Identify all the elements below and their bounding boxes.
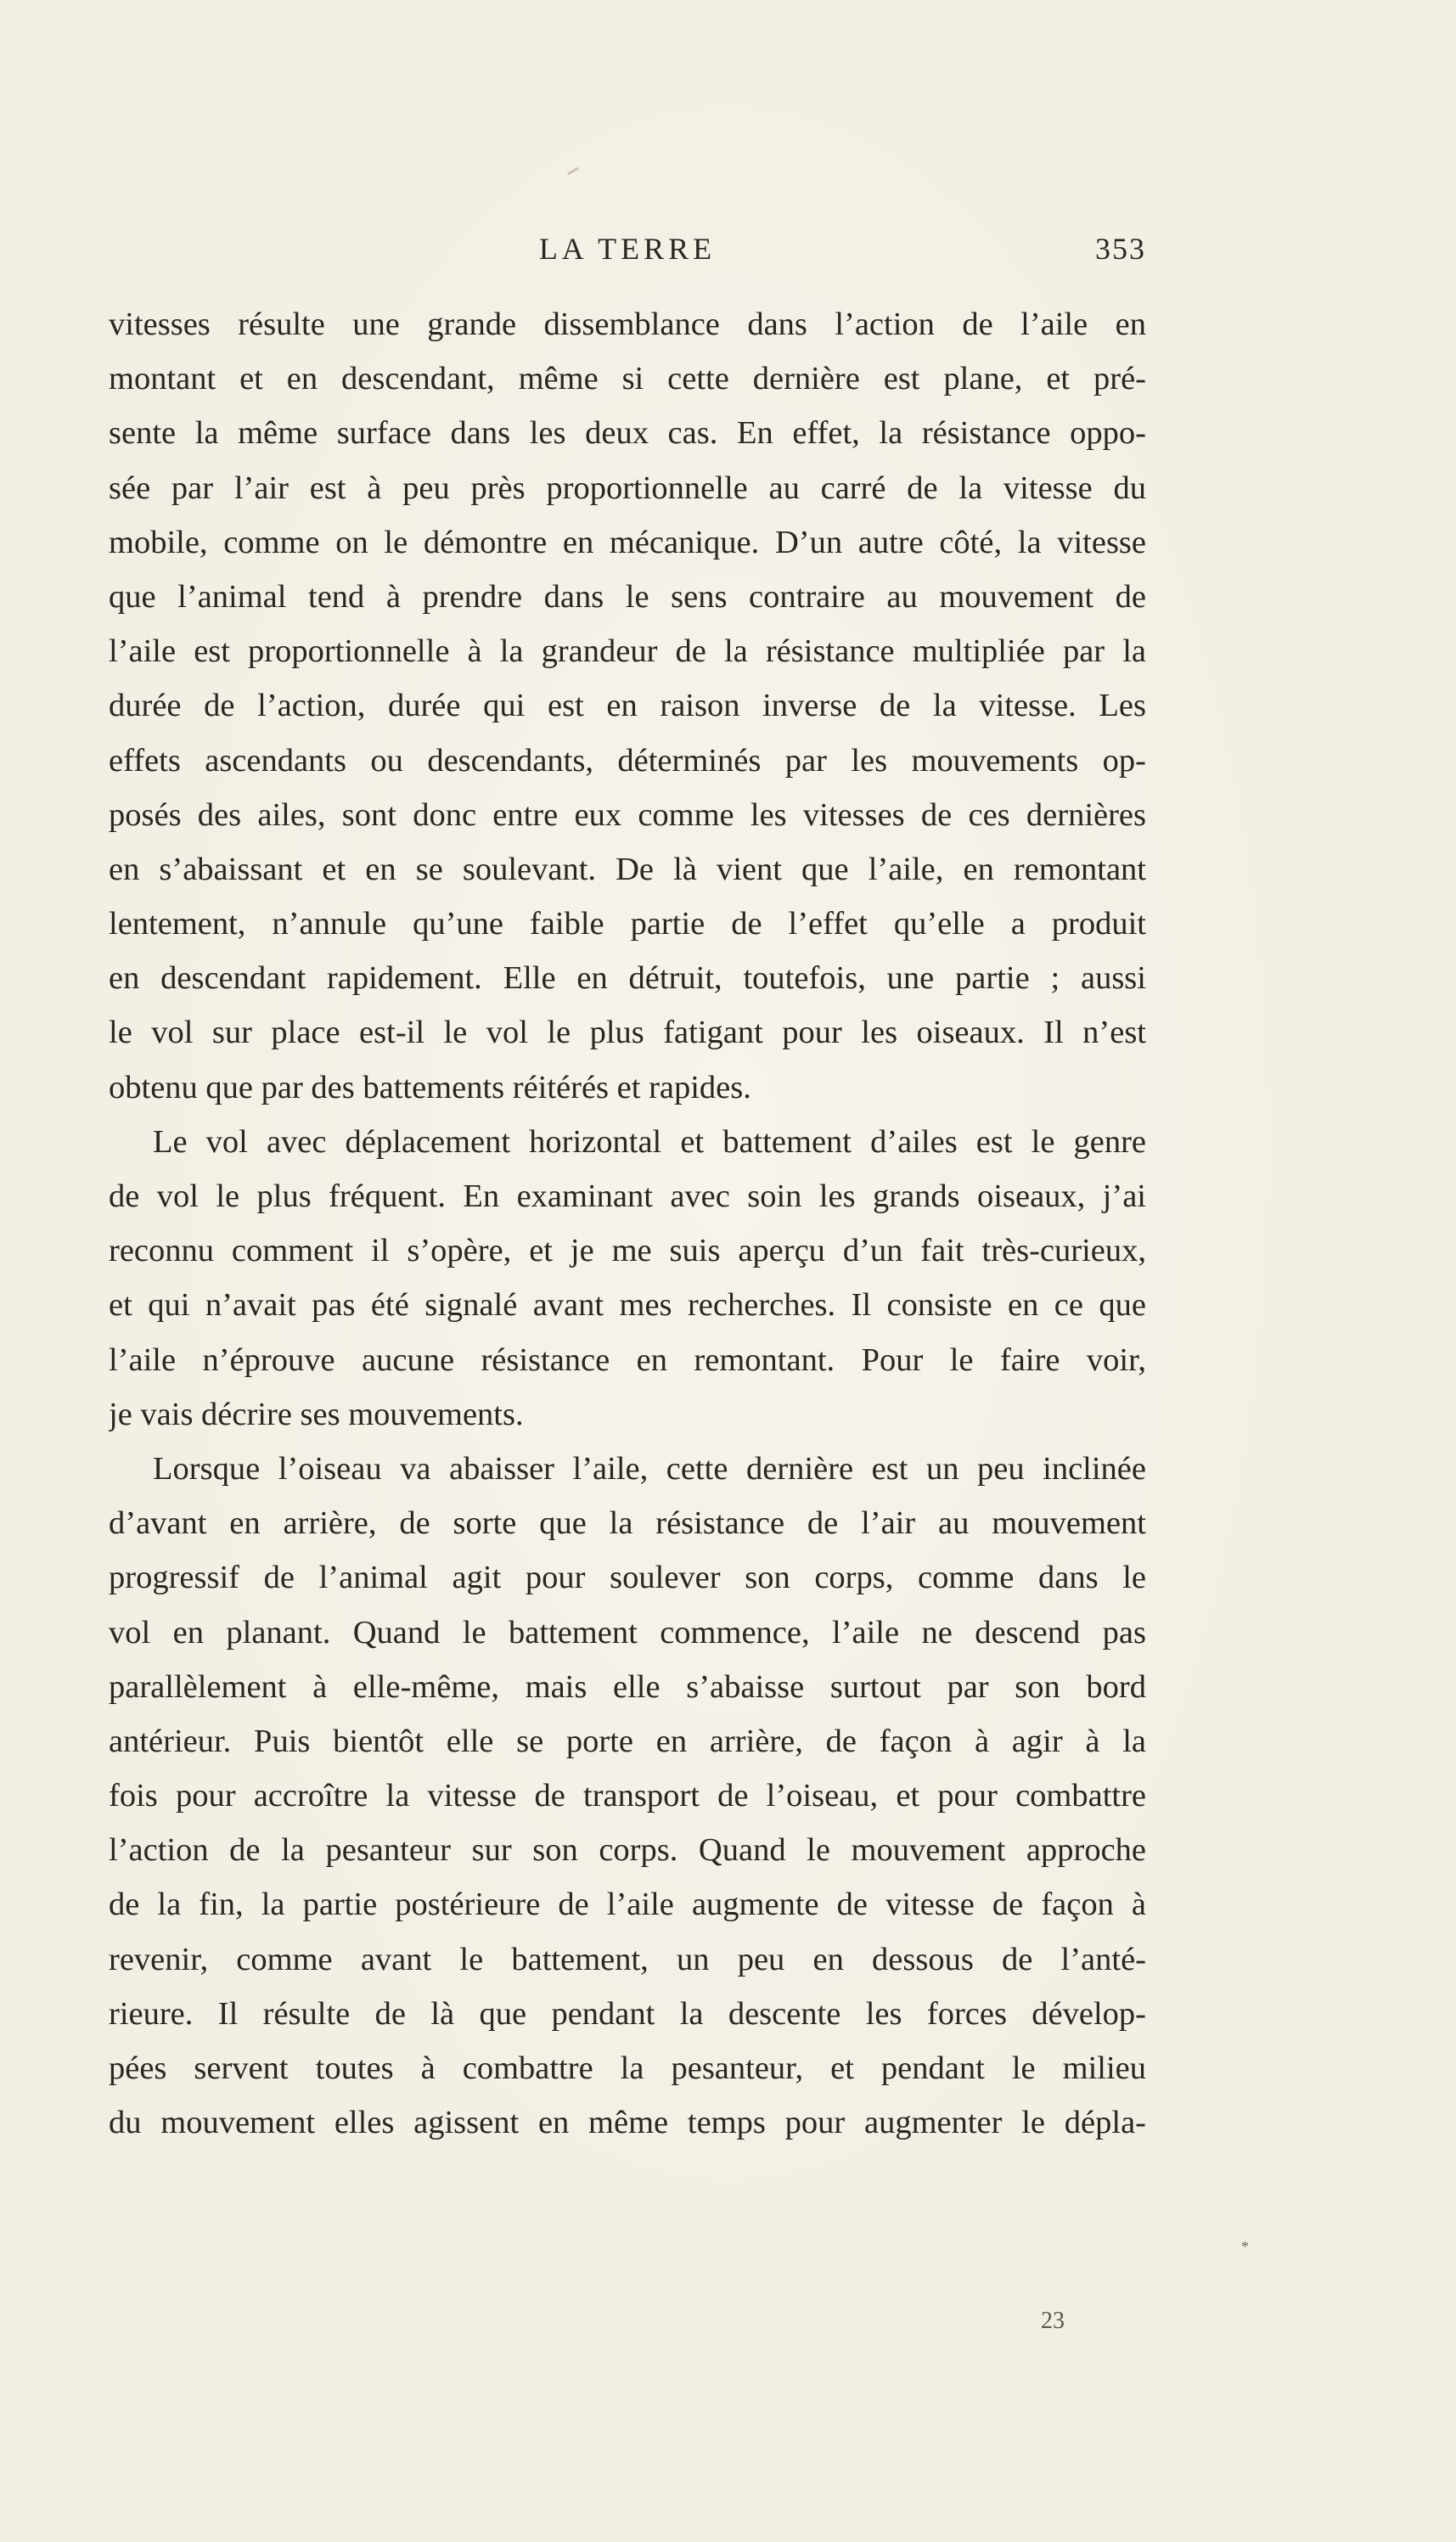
running-title: LA TERRE [538,232,717,266]
text-line: en s’abaissant et en se soulevant. De là vient que l’aile, en remontant [109,851,1146,887]
margin-mark: * [1241,2238,1249,2255]
text-line: durée de l’action, durée qui est en raison inverse de la vitesse. Les [109,688,1146,724]
text-line: l’action de la pesanteur sur son corps. Quand le mouvement approche [109,1832,1146,1869]
text-line: lentement, n’annule qu’une faible partie de l’effet qu’elle a produit [109,906,1146,942]
text-line: que l’animal tend à prendre dans le sens contraire au mouvement de [109,578,1146,615]
text-line: de vol le plus fréquent. En examinant avec soin les grands oiseaux, j’ai [109,1178,1146,1214]
signature-mark: 23 [1041,2308,1065,2334]
text-line: je vais décrire ses mouvements. [109,1396,524,1432]
text-line: rieure. Il résulte de là que pendant la descente les forces dévelop- [109,1995,1146,2032]
text-line: vol en planant. Quand le battement commence, l’aile ne descend pas [109,1614,1146,1651]
text-line: mobile, comme on le démontre en mécanique. D’un autre côté, la vitesse [109,524,1146,560]
text-line: l’aile est proportionnelle à la grandeur de la résistance multipliée par la [109,633,1146,670]
text-line: effets ascendants ou descendants, déterminés par les mouvements op- [109,742,1146,779]
text-line: le vol sur place est-il le vol le plus fatigant pour les oiseaux. Il n’est [109,1015,1146,1051]
text-line: parallèlement à elle-même, mais elle s’abaisse surtout par son bord [109,1668,1146,1705]
paper-blemish [567,167,579,176]
text-line: revenir, comme avant le battement, un peu en dessous de l’anté- [109,1941,1146,1977]
text-line: en descendant rapidement. Elle en détruit, toutefois, une partie ; aussi [109,960,1146,997]
text-line: et qui n’avait pas été signalé avant mes recherches. Il consiste en ce que [109,1287,1146,1324]
text-line: l’aile n’éprouve aucune résistance en remontant. Pour le faire voir, [109,1341,1146,1378]
text-line: fois pour accroître la vitesse de transport de l’oiseau, et pour combattre [109,1778,1146,1814]
text-line: progressif de l’animal agit pour soulever son corps, comme dans le [109,1560,1146,1596]
text-line: obtenu que par des battements réitérés et rapides. [109,1069,751,1105]
page-number: 353 [1095,232,1146,266]
text-line: montant et en descendant, même si cette dernière est plane, et pré- [109,361,1146,397]
text-line: pées servent toutes à combattre la pesanteur, et pendant le milieu [109,2050,1146,2086]
text-line: d’avant en arrière, de sorte que la résistance de l’air au mouvement [109,1505,1146,1542]
text-line: antérieur. Puis bientôt elle se porte en arrière, de façon à agir à la [109,1723,1146,1759]
text-line: sée par l’air est à peu près proportionnelle au carré de la vitesse du [109,470,1146,506]
text-line: Le vol avec déplacement horizontal et battement d’ailes est le genre [153,1123,1146,1160]
text-line: vitesses résulte une grande dissemblance dans l’action de l’aile en [109,307,1146,342]
page-header [109,231,1146,282]
text-line: reconnu comment il s’opère, et je me suis aperçu d’un fait très-curieux, [109,1233,1146,1269]
body-text [109,297,1146,2150]
text-line: Lorsque l’oiseau va abaisser l’aile, cette dernière est un peu inclinée [153,1450,1146,1487]
text-line: sente la même surface dans les deux cas. En effet, la résistance oppo- [109,415,1146,452]
text-line: du mouvement elles agissent en même temps pour augmenter le dépla- [109,2105,1146,2141]
text-line: de la fin, la partie postérieure de l’aile augmente de vitesse de façon à [109,1887,1146,1923]
text-line: posés des ailes, sont donc entre eux comme les vitesses de ces dernières [109,796,1146,833]
